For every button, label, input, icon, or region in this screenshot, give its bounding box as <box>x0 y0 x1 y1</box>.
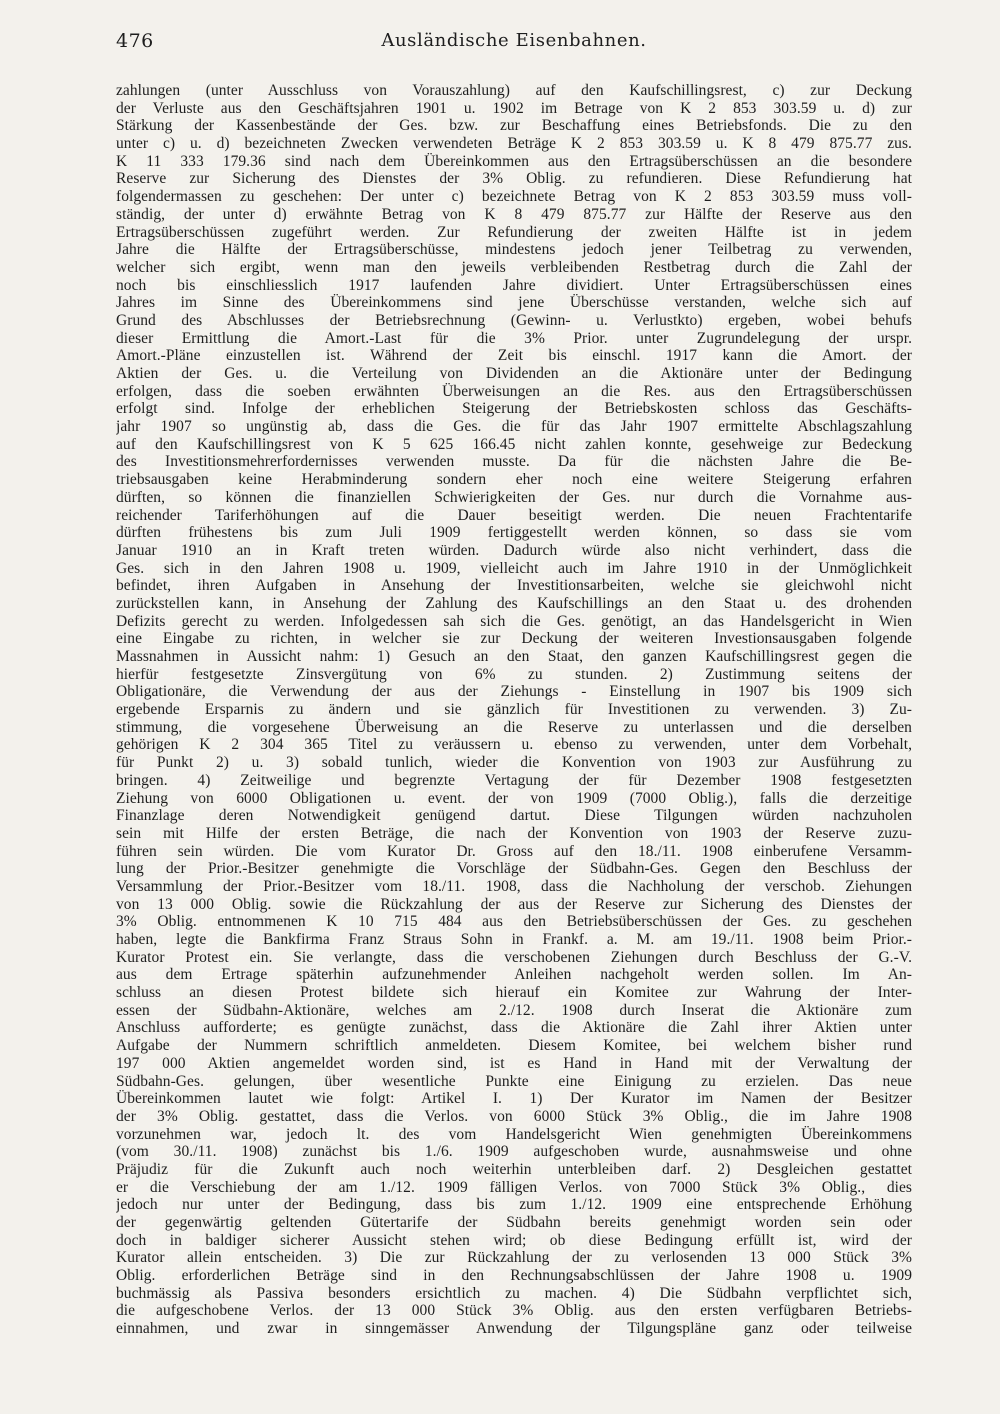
text-line: der 3% Oblig. gestattet, dass die Verlos. von 6000 Stück 3% Oblig., die im Jahre 1908 <box>116 1107 912 1125</box>
body-text <box>116 82 912 1338</box>
text-line: folgendermassen zu geschehen: Der unter c) bezeichnete Betrag von K 2 853 303.59 muss voll- <box>116 188 912 206</box>
text-line: lung der Prior.-Besitzer genehmigte die Vorschläge der Südbahn-Ges. Gegen den Beschluss der <box>116 860 912 878</box>
text-line: schluss an diesen Protest bildete sich hierauf ein Komitee zur Wahrung der Inter- <box>116 984 912 1002</box>
text-line: zahlungen (unter Ausschluss von Vorauszahlung) auf den Kaufschillingsrest, c) zur Deckung <box>116 82 912 99</box>
text-line: ergebende Ersparnis zu ändern und sie gänzlich für Investitionen zu verwenden. 3) Zu- <box>116 701 912 719</box>
text-line: zurückstellen kann, in Ansehung der Zahlung des Kaufschillings an den Staat u. des drohenden <box>116 594 912 612</box>
text-line: ständig, der unter d) erwähnte Betrag von K 8 479 875.77 zur Hälfte der Reserve aus den <box>116 205 912 223</box>
text-line: noch bis einschliesslich 1917 laufenden Jahre dividiert. Unter Ertragsüberschüssen eines <box>116 276 912 294</box>
text-line: 197 000 Aktien angemeldet worden sind, ist es Hand in Hand mit der Verwaltung der <box>116 1054 912 1072</box>
text-line: Ertragsüberschüssen zugeführt werden. Zur Refundierung der zweiten Hälfte ist in jedem <box>116 223 912 241</box>
text-line: jahr 1907 so ungünstig ab, dass die Ges. die für das Jahr 1907 ermittelte Abschlagszahlung <box>116 418 912 436</box>
text-line: die aufgeschobene Verlos. der 13 000 Stück 3% Oblig. aus den ersten verfügbaren Betriebs- <box>116 1302 912 1320</box>
text-line: reichender Tariferhöhungen auf die Dauer beseitigt werden. Die neuen Frachtentarife <box>116 506 912 524</box>
text-line: K 11 333 179.36 sind nach dem Übereinkommen aus den Ertragsüberschüssen an die besondere <box>116 152 912 170</box>
text-line: dürften, so können die finanziellen Schwierigkeiten der Ges. nur durch die Vornahme aus- <box>116 488 912 506</box>
text-line: Reserve zur Sicherung des Dienstes der 3% Oblig. zu refundieren. Diese Refundierung hat <box>116 170 912 188</box>
text-line: des Investitionsmehrerfordernisses verwenden musste. Da für die nächsten Jahre die Be- <box>116 453 912 471</box>
text-line: einnahmen, und zwar in sinngemässer Anwendung der Tilgungspläne ganz oder teilweise <box>116 1320 912 1338</box>
text-line: jedoch nur unter der Bedingung, dass bis zum 1./12. 1909 eine entsprechende Erhöhung <box>116 1196 912 1214</box>
text-line: Ges. sich in den Jahren 1908 u. 1909, vielleicht auch im Jahre 1910 in der Unmöglichkeit <box>116 559 912 577</box>
text-line: Grund des Abschlusses der Betriebsrechnung (Gewinn- u. Verlustkto) ergeben, wobei behufs <box>116 311 912 329</box>
text-line: welcher sich ergibt, wenn man den jeweils verbleibenden Restbetrag durch die Zahl der <box>116 258 912 276</box>
text-line: aus dem Ertrage späterhin aufzunehmender Anleihen nachgeholt werden sollen. Im An- <box>116 966 912 984</box>
text-line: hierfür festgesetzte Zinsvergütung von 6% zu stunden. 2) Zustimmung seitens der <box>116 665 912 683</box>
text-line: Anschluss aufforderte; es genügte zunächst, dass die Aktionäre die Zahl ihrer Aktien unter <box>116 1019 912 1037</box>
text-line: eine Eingabe zu richten, in welcher sie zur Deckung der weiteren Investionsausgaben folgende <box>116 630 912 648</box>
text-line: er die Verschiebung der am 1./12. 1909 fälligen Verlos. von 7000 Stück 3% Oblig., dies <box>116 1178 912 1196</box>
text-line: von 13 000 Oblig. sowie die Rückzahlung der aus der Reserve zur Sicherung des Dienstes der <box>116 895 912 913</box>
text-line: führen sein würden. Die vom Kurator Dr. Gross auf den 18./11. 1908 einberufene Versamm- <box>116 842 912 860</box>
text-line: erfolgt sind. Infolge der erheblichen Steigerung der Betriebskosten schloss das Geschäfts- <box>116 400 912 418</box>
text-line: Obligationäre, die Verwendung der aus der Ziehungs - Einstellung in 1907 bis 1909 sich <box>116 683 912 701</box>
page-number: 476 <box>116 30 154 52</box>
text-line: Finanzlage deren Notwendigkeit genügend dartut. Diese Tilgungen würden nachzuholen <box>116 807 912 825</box>
page-header <box>116 30 912 60</box>
text-line: Kurator Protest ein. Sie verlangte, dass die verschobenen Ziehungen durch Beschluss der G.-V. <box>116 948 912 966</box>
text-line: Ziehung von 6000 Obligationen u. event. der von 1909 (7000 Oblig.), falls die derzeitige <box>116 789 912 807</box>
text-line: vorzunehmen war, jedoch lt. des vom Handelsgericht Wien genehmigten Übereinkommens <box>116 1125 912 1143</box>
text-line: auf den Kaufschillingsrest von K 5 625 166.45 nicht zahlen konnte, gesehweige zur Bedeckung <box>116 435 912 453</box>
text-line: der gegenwärtig geltenden Gütertarife der Südbahn bereits genehmigt worden sein oder <box>116 1214 912 1231</box>
text-line: Präjudiz für die Zukunft auch noch weiterhin unterbleiben darf. 2) Desgleichen gestattet <box>116 1160 912 1178</box>
text-line: 3% Oblig. entnommenen K 10 715 484 aus den Betriebsüberschüssen der Ges. zu geschehen <box>116 913 912 931</box>
text-line: gehörigen K 2 304 365 Titel zu veräussern u. ebenso zu verwenden, unter dem Vorbehalt, <box>116 736 912 754</box>
text-line: dieser Ermittlung die Amort.-Last für die 3% Prior. unter Zugrundelegung der urspr. <box>116 329 912 347</box>
text-line: haben, legte die Bankfirma Franz Straus Sohn in Frankf. a. M. am 19./11. 1908 beim Prior.- <box>116 931 912 948</box>
text-line: Südbahn-Ges. gelungen, über wesentliche Punkte eine Einigung zu erzielen. Das neue <box>116 1072 912 1090</box>
text-line: Januar 1910 an in Kraft treten würden. Dadurch würde also nicht verhindert, dass die <box>116 541 912 559</box>
text-line: Aktien der Ges. u. die Verteilung von Dividenden an die Aktionäre unter der Bedingung <box>116 365 912 382</box>
text-line: Oblig. erforderlichen Beträge sind in den Rechnungsabschlüssen der Jahre 1908 u. 1909 <box>116 1267 912 1285</box>
text-line: für Punkt 2) u. 3) sobald tunlich, wieder die Konvention von 1903 zur Ausführung zu <box>116 754 912 772</box>
text-line: buchmässig als Passiva besonders ersichtlich zu machen. 4) Die Südbahn verpflichtet sich, <box>116 1284 912 1302</box>
running-title: Ausländische Eisenbahnen. <box>381 30 647 51</box>
text-line: Aufgabe der Nummern schriftlich anmeldeten. Diesem Komitee, bei welchem bisher rund <box>116 1037 912 1055</box>
text-line: Stärkung der Kassenbestände der Ges. bzw. zur Beschaffung eines Betriebsfonds. Die zu den <box>116 117 912 135</box>
text-line: dürften frühestens bis zum Juli 1909 fertiggestellt werden können, so dass sie vom <box>116 524 912 542</box>
text-line: Jahre die Hälfte der Ertragsüberschüsse, mindestens jedoch jener Teilbetrag zu verwenden, <box>116 241 912 259</box>
text-line: doch in baldiger sicherer Aussicht stehen wird; ob diese Bedingung erfüllt ist, wird der <box>116 1231 912 1249</box>
text-line: bringen. 4) Zeitweilige und begrenzte Vertagung der für Dezember 1908 festgesetzten <box>116 771 912 789</box>
text-line: essen der Südbahn-Aktionäre, welches am 2./12. 1908 durch Inserat die Aktionäre zum <box>116 1001 912 1019</box>
text-line: Übereinkommen lautet wie folgt: Artikel I. 1) Der Kurator im Namen der Besitzer <box>116 1090 912 1108</box>
text-line: Amort.-Pläne einzustellen ist. Während der Zeit bis einschl. 1917 kann die Amort. der <box>116 347 912 365</box>
text-line: Versammlung der Prior.-Besitzer vom 18./11. 1908, dass die Nachholung der verschob. Ziehungen <box>116 877 912 895</box>
text-line: (vom 30./11. 1908) zunächst bis 1./6. 1909 aufgeschoben wurde, ausnahmsweise und ohne <box>116 1143 912 1161</box>
text-line: stimmung, die vorgesehene Überweisung an die Reserve zu unterlassen und die derselben <box>116 718 912 736</box>
text-line: der Verluste aus den Geschäftsjahren 1901 u. 1902 im Betrage von K 2 853 303.59 u. d) zur <box>116 99 912 117</box>
text-line: Massnahmen in Aussicht nahm: 1) Gesuch an den Staat, den ganzen Kaufschillingsrest gegen die <box>116 648 912 665</box>
text-line: erfolgen, dass die soeben erwähnten Überweisungen an die Res. aus den Ertragsüberschüssen <box>116 382 912 400</box>
text-line: triebsausgaben keine Herabminderung sondern eher noch eine weitere Steigerung erfahren <box>116 471 912 489</box>
text-line: sein mit Hilfe der ersten Beträge, die nach der Konvention von 1903 der Reserve zuzu- <box>116 824 912 842</box>
text-line: befindet, ihren Aufgaben in Ansehung der Investitionsarbeiten, welche sie gleichwohl nicht <box>116 577 912 595</box>
text-line: unter c) u. d) bezeichneten Zwecken verwendeten Beträge K 2 853 303.59 u. K 8 479 875.77 zus. <box>116 135 912 153</box>
text-line: Defizits gerecht zu werden. Infolgedessen sah sich die Ges. genötigt, an das Handelsgericht in Wien <box>116 612 912 630</box>
text-line: Jahres im Sinne des Übereinkommens sind jene Überschüsse verstanden, welche sich auf <box>116 294 912 312</box>
text-line: Kurator allein entscheiden. 3) Die zur Rückzahlung der zu verlosenden 13 000 Stück 3% <box>116 1249 912 1267</box>
